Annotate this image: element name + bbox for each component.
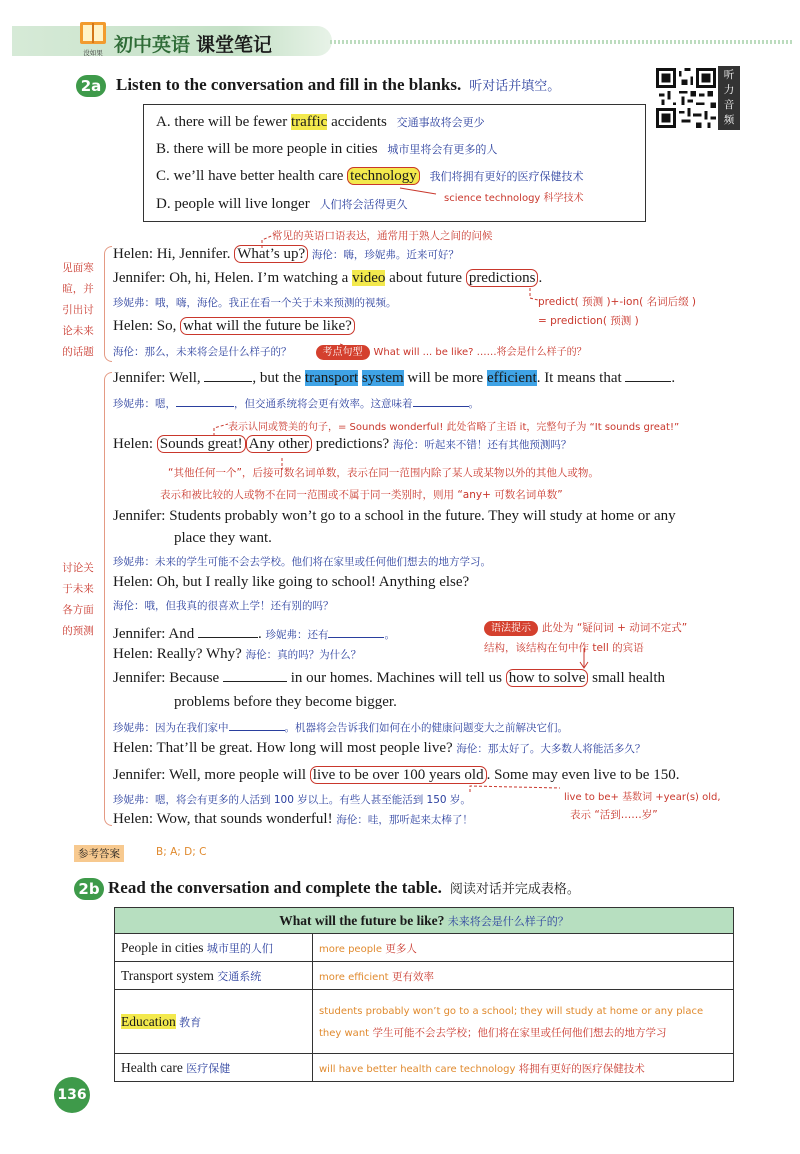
dialogue-line-12 <box>113 767 679 784</box>
line-text: predictions? <box>312 436 390 452</box>
line-text: Jennifer: Because <box>113 670 223 686</box>
option-c-text: C. we’ll have better health care <box>156 168 348 184</box>
row-answer-cn: 更有效率 <box>391 970 434 983</box>
circled-phrase: live to be over 100 years old <box>310 766 487 784</box>
logo-text: 没如果 <box>83 49 103 57</box>
dialogue-line-3-cn-row <box>113 342 587 360</box>
dialogue-line-12-cn: 珍妮弗：嗯，将会有更多的人活到 100 岁以上。有些人甚至能活到 150 岁。 <box>113 794 471 806</box>
line-text: Jennifer: Oh, hi, Helen. I’m watching a <box>113 270 353 286</box>
row-answer-cn: 学生可能不会去学校；他们将在家里或任何他们想去的地方学习 <box>372 1026 667 1039</box>
future-table <box>114 907 734 1082</box>
row-label-text: Health care <box>121 1059 183 1075</box>
option-d-cn: 人们将会活得更久 <box>319 198 408 211</box>
cn-blank <box>413 396 469 407</box>
dialogue-line-4 <box>113 368 675 387</box>
qr-label-char: 音 <box>723 99 735 111</box>
table-row-answer <box>313 934 734 962</box>
blank-4[interactable] <box>223 668 287 682</box>
qr-label-char: 听 <box>723 69 735 81</box>
side-note-line: 暄，并 <box>62 283 94 295</box>
qr-label-char: 频 <box>723 114 735 126</box>
option-b-cn: 城市里将会有更多的人 <box>387 143 498 156</box>
table-row-label <box>115 962 313 990</box>
note-sounds: 表示认同或赞美的句子，= Sounds wonderful! 此处省略了主语 it，完整句子为 “It sounds great!” <box>228 422 680 433</box>
line-text: . <box>671 370 676 386</box>
line-text: small health <box>588 670 666 686</box>
table-row-label <box>115 990 313 1054</box>
dialogue-line-2 <box>113 270 542 287</box>
row-answer-cn: 更多人 <box>385 942 417 955</box>
highlight-transport: transport <box>304 370 359 386</box>
line-translation: 。 <box>468 398 479 410</box>
side-note-line: 于未来 <box>62 583 94 595</box>
line-translation: 海伦：听起来不错！还有其他预测吗？ <box>392 439 572 451</box>
dialogue-line-8 <box>113 624 395 643</box>
line-text: Helen: Really? Why? <box>113 646 242 662</box>
row-label-text: People in cities <box>121 939 204 955</box>
option-a-text-end: accidents <box>327 114 387 130</box>
table-row <box>115 934 734 962</box>
table-header <box>115 908 734 934</box>
option-c-highlight: technology <box>347 167 420 185</box>
section-2b-badge: 2b <box>74 878 104 900</box>
row-answer-text: will have better health care technology <box>319 1063 516 1075</box>
line-text: Helen: <box>113 436 157 452</box>
row-answer-text: more people <box>319 943 382 955</box>
option-a-cn: 交通事故将会更少 <box>396 116 485 129</box>
line-translation: 珍妮弗：还有 <box>265 629 329 641</box>
table-row-answer <box>313 962 734 990</box>
grammar-tag: 语法提示 <box>484 621 538 636</box>
line-text: Jennifer: Well, <box>113 370 205 386</box>
header-title-a: 初中英语 <box>114 34 191 56</box>
row-label-cn: 教育 <box>179 1015 202 1029</box>
note-predict: predict( 预测 )+-ion( 名词后缀 ) <box>538 296 697 308</box>
side-note-line: 论未来 <box>62 325 94 337</box>
side-note-line: 各方面 <box>62 604 94 616</box>
highlight-system: system <box>361 370 404 386</box>
cn-blank <box>328 627 384 638</box>
line-text: Helen: So, <box>113 318 181 334</box>
cn-blank <box>176 396 234 407</box>
dialogue-line-6a: Jennifer: Students probably won’t go to a school in the future. They will study at home or any <box>113 508 676 524</box>
option-d-text: D. people will live longer <box>156 196 310 212</box>
dialogue-line-10b: problems before they become bigger. <box>174 694 397 710</box>
section-2b-title: Read the conversation and complete the table. <box>108 878 442 897</box>
line-text: Jennifer: Well, more people will <box>113 767 310 783</box>
section-2a-badge: 2a <box>76 75 106 97</box>
line-text: about future <box>385 270 466 286</box>
line-translation: 海伦：真的吗？为什么？ <box>245 649 362 661</box>
line-translation: 海伦：那么，未来将会是什么样子的？ <box>113 346 292 358</box>
exam-point-text: What will ... be like? ……将会是什么样子的？ <box>373 347 587 358</box>
blank-3[interactable] <box>198 624 258 638</box>
dialogue-line-13 <box>113 811 473 828</box>
answer-value: B; A; D; C <box>156 846 207 858</box>
line-text: in our homes. Machines will tell us <box>286 670 506 686</box>
row-label-text: Transport system <box>121 967 214 983</box>
side-note-line: 讨论关 <box>62 562 94 574</box>
circled-phrase: how to solve <box>506 669 589 687</box>
table-row-answer <box>313 1054 734 1082</box>
dialogue-line-5 <box>113 436 571 453</box>
grammar-note-2: 结构，该结构在句中作 tell 的宾语 <box>484 642 644 654</box>
dialogue-line-1 <box>113 246 459 263</box>
option-c-note: science technology 科学技术 <box>444 193 584 204</box>
note-whats-up-text: 常见的英语口语表达，通常用于熟人之间的问候 <box>272 230 493 242</box>
line-text: Helen: Hi, Jennifer. <box>113 246 235 262</box>
table-row-label <box>115 1054 313 1082</box>
table-header-text: What will the future be like? <box>279 912 445 928</box>
side-note-line: 的话题 <box>62 346 94 358</box>
table-header-cn: 未来将会是什么样子的？ <box>447 914 569 928</box>
dialogue-line-9 <box>113 646 361 663</box>
line-text: will be more <box>403 370 487 386</box>
note-whats-up <box>272 228 493 243</box>
line-text: . It means that <box>536 370 626 386</box>
section-2a-title-cn: 听对话并填空。 <box>469 79 561 94</box>
row-label-text: Education <box>121 1013 176 1029</box>
circled-phrase: predictions <box>466 269 539 287</box>
note-prediction: = prediction( 预测 ) <box>538 315 639 327</box>
table-row <box>115 990 734 1054</box>
option-b-text: B. there will be more people in cities <box>156 141 378 157</box>
row-label-cn: 城市里的人们 <box>206 941 273 955</box>
line-text: , but the <box>252 370 305 386</box>
dialogue-line-11 <box>113 740 645 757</box>
dialogue-line-4-cn <box>113 396 479 411</box>
circled-phrase: what will the future be like? <box>180 317 355 335</box>
line-translation: 。 <box>384 629 395 641</box>
note-other-1: “其他任何一个”，后接可数名词单数，表示在同一范围内除了某人或某物以外的其他人或物。 <box>168 467 599 479</box>
dialogue-line-7-cn: 海伦：哦，但我真的很喜欢上学！还有别的吗？ <box>113 600 334 612</box>
dialogue-line-7: Helen: Oh, but I really like going to school! Anything else? <box>113 574 470 590</box>
line-translation: 海伦：那太好了。大多数人将能活多久？ <box>456 743 646 755</box>
dialogue-line-10 <box>113 668 665 687</box>
line-text: Helen: That’ll be great. How long will most people live? <box>113 740 453 756</box>
row-answer-cn: 将拥有更好的医疗保健技术 <box>518 1062 645 1075</box>
option-c-cn: 我们将拥有更好的医疗保健技术 <box>429 170 584 183</box>
row-answer-text: more efficient <box>319 971 389 983</box>
dialogue-line-10-cn <box>113 720 568 735</box>
line-translation: 海伦：哇，那听起来太棒了！ <box>336 814 473 826</box>
line-text: Helen: Wow, that sounds wonderful! <box>113 811 333 827</box>
line-text: Jennifer: And <box>113 626 198 642</box>
circled-phrase: What’s up? <box>234 245 308 263</box>
table-row-label <box>115 934 313 962</box>
section-2b-title-cn: 阅读对话并完成表格。 <box>449 882 580 897</box>
blank-1[interactable] <box>204 368 252 382</box>
row-label-cn: 医疗保健 <box>186 1061 231 1075</box>
dialogue-line-6-cn: 珍妮弗：未来的学生可能不会去学校。他们将在家里或任何他们想去的地方学习。 <box>113 556 491 568</box>
grammar-note-row <box>484 618 687 636</box>
dialogue-line-3 <box>113 318 355 335</box>
option-a-highlight: traffic <box>290 114 328 130</box>
line-translation: 。机器将会告诉我们如何在小的健康问题变大之前解决它们。 <box>284 722 568 734</box>
side-note-line: 的预测 <box>62 625 94 637</box>
line-translation: ，但交通系统将会更有效率。这意味着 <box>234 398 413 410</box>
note-other-2: 表示和被比较的人或物不在同一范围或不属于同一类别时，则用 “any+ 可数名词单数” <box>160 489 563 501</box>
note-live-2: 表示 “活到……岁” <box>570 809 658 821</box>
table-row-answer <box>313 990 734 1054</box>
exam-point-tag: 考点句型 <box>316 345 370 360</box>
circled-phrase: Any other <box>246 435 312 453</box>
circled-phrase: Sounds great! <box>157 435 246 453</box>
header-title-b: 课堂笔记 <box>196 34 273 56</box>
line-text: . <box>257 626 262 642</box>
table-header-row <box>115 908 734 934</box>
section-2b-title-row <box>108 878 580 898</box>
side-note-line: 引出讨 <box>62 304 94 316</box>
line-text: . <box>538 270 543 286</box>
table-row <box>115 962 734 990</box>
dialogue-line-8-cn <box>265 629 395 641</box>
row-label-cn: 交通系统 <box>217 969 262 983</box>
dialogue-line-6b: place they want. <box>174 530 272 546</box>
table-row <box>115 1054 734 1082</box>
line-translation: 珍妮弗：嗯， <box>113 398 176 410</box>
highlight-video: video <box>352 270 386 286</box>
grammar-note-1: 此处为 “疑问词 + 动词不定式” <box>542 622 688 634</box>
page-number: 136 <box>54 1077 90 1113</box>
cn-blank <box>229 720 285 731</box>
dialogue-line-2-cn: 珍妮弗：哦，嗨，海伦。我正在看一个关于未来预测的视频。 <box>113 297 397 309</box>
line-translation: 海伦：嗨，珍妮弗。近来可好？ <box>311 249 459 261</box>
highlight-efficient: efficient <box>486 370 537 386</box>
option-a-text: A. there will be fewer <box>156 114 291 130</box>
row-answer-text: students probably won’t go to a school; they will study at home or any place they want <box>319 1005 704 1039</box>
side-note-line: 见面寒 <box>62 262 94 274</box>
line-text: . Some may even live to be 150. <box>486 767 680 783</box>
section-2a-title: Listen to the conversation and fill in the blanks. <box>116 75 462 94</box>
answer-label: 参考答案 <box>74 845 124 862</box>
qr-label-char: 力 <box>723 84 735 96</box>
line-translation: 珍妮弗：因为在我们家中 <box>113 722 229 734</box>
blank-2[interactable] <box>625 368 671 382</box>
note-live-1: live to be+ 基数词 +year(s) old, <box>564 792 721 803</box>
